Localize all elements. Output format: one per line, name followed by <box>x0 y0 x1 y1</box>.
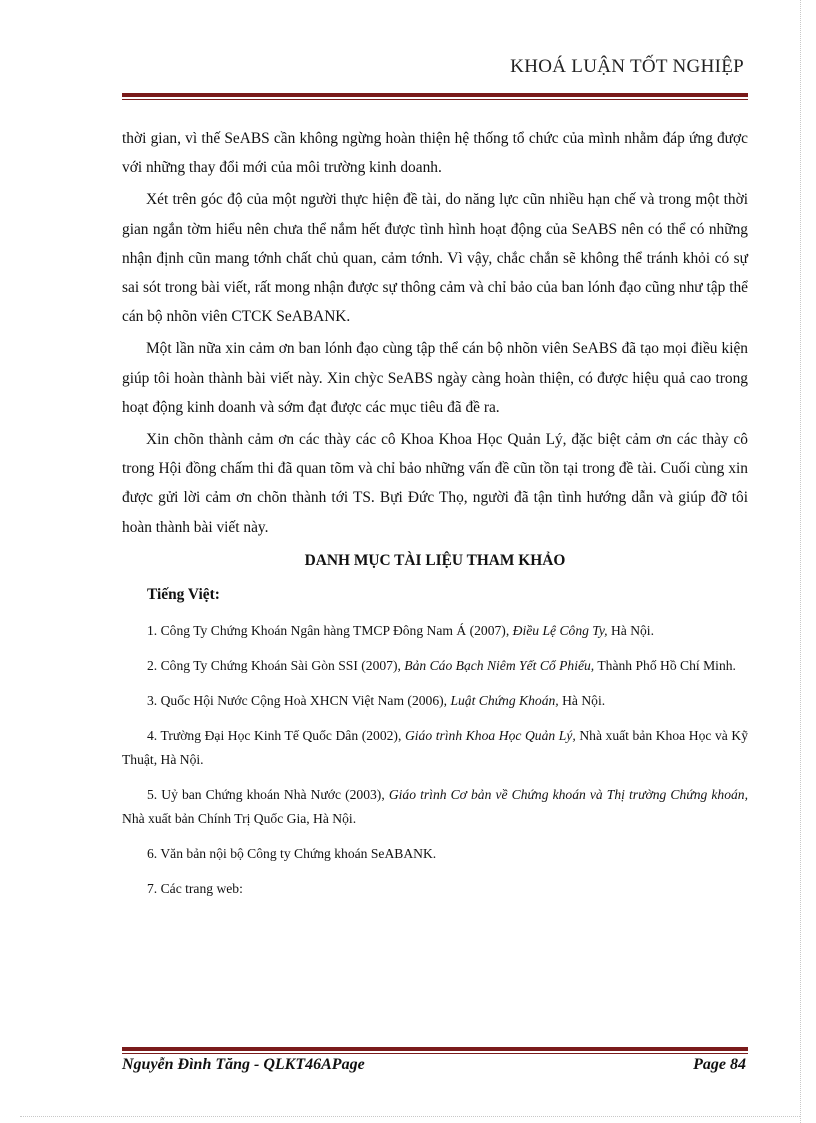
footer-author: Nguyễn Đình Tăng - QLKT46APage <box>122 1056 365 1073</box>
paragraph: thời gian, vì thế SeABS cần không ngừng hoàn thiện hệ thống tổ chức của mình nhằm đáp ứng được với những thay đổi mới của môi trường kinh doanh. <box>122 130 748 177</box>
references-subtitle: Tiếng Việt: <box>147 585 220 603</box>
references-title: DANH MỤC TÀI LIỆU THAM KHẢO <box>304 551 566 569</box>
page-border-right <box>800 0 801 1123</box>
header-rule <box>122 93 748 100</box>
reference-item: 2. Công Ty Chứng Khoán Sài Gòn SSI (2007), Bản Cáo Bạch Niêm Yết Cổ Phiếu, Thành Phố Hồ Chí Minh. <box>147 657 736 673</box>
body-text <box>122 124 748 912</box>
footer-rule <box>122 1047 748 1054</box>
paragraph: Xin chõn thành cảm ơn các thày các cô Khoa Khoa Học Quản Lý, đặc biệt cảm ơn các thày cô trong Hội đồng chấm thi đã quan tõm và chỉ bảo những vấn đề cũn tồn tại trong đề tài. Cuối cùng xin được gửi lời cảm ơn chõn thành tới TS. Bựi Đức Thọ, người đã tận tình hướng dẫn và giúp đỡ tôi hoàn thành bài viết này. <box>122 431 748 536</box>
paragraph: Xét trên góc độ của một người thực hiện đề tài, do năng lực cũn nhiều hạn chế và trong một thời gian ngắn tờm hiểu nên chưa thể nắm hết được tình hình hoạt động của SeABS nên có thể có những nhận định cũn mang tớnh chất chủ quan, cảm tớnh. Vì vậy, chắc chắn sẽ không thể tránh khỏi có sự sai sót trong bài viết, rất mong nhận được sự thông cảm và chỉ bảo của ban lónh đạo cũng như tập thể cán bộ nhõn viên CTCK SeABANK. <box>122 191 748 326</box>
reference-item: 5. Uỷ ban Chứng khoán Nhà Nước (2003), Giáo trình Cơ bản về Chứng khoán và Thị trường Chứng khoán, Nhà xuất bản Chính Trị Quốc Gia, Hà Nội. <box>122 786 748 826</box>
paragraph: Một lần nữa xin cảm ơn ban lónh đạo cùng tập thể cán bộ nhõn viên SeABS đã tạo mọi điều kiện giúp tôi hoàn thành bài viết này. Xin chỳc SeABS ngày càng hoàn thiện, có được hiệu quả cao trong hoạt động kinh doanh và sớm đạt được các mục tiêu đã đề ra. <box>122 340 748 416</box>
reference-item: 1. Công Ty Chứng Khoán Ngân hàng TMCP Đông Nam Á (2007), Điều Lệ Công Ty, Hà Nội. <box>147 622 654 638</box>
header-title: KHOÁ LUẬN TỐT NGHIỆP <box>510 56 744 77</box>
reference-item: 3. Quốc Hội Nước Cộng Hoà XHCN Việt Nam (2006), Luật Chứng Khoán, Hà Nội. <box>147 692 606 708</box>
reference-item: 4. Trường Đại Học Kinh Tế Quốc Dân (2002), Giáo trình Khoa Học Quản Lý, Nhà xuất bản Khoa Học và Kỹ Thuật, Hà Nội. <box>122 727 748 767</box>
page-number: Page 84 <box>693 1056 746 1073</box>
reference-item: 6. Văn bản nội bộ Công ty Chứng khoán SeABANK. <box>147 845 437 861</box>
reference-item: 7. Các trang web: <box>147 880 243 896</box>
page-border-bottom <box>20 1116 800 1117</box>
